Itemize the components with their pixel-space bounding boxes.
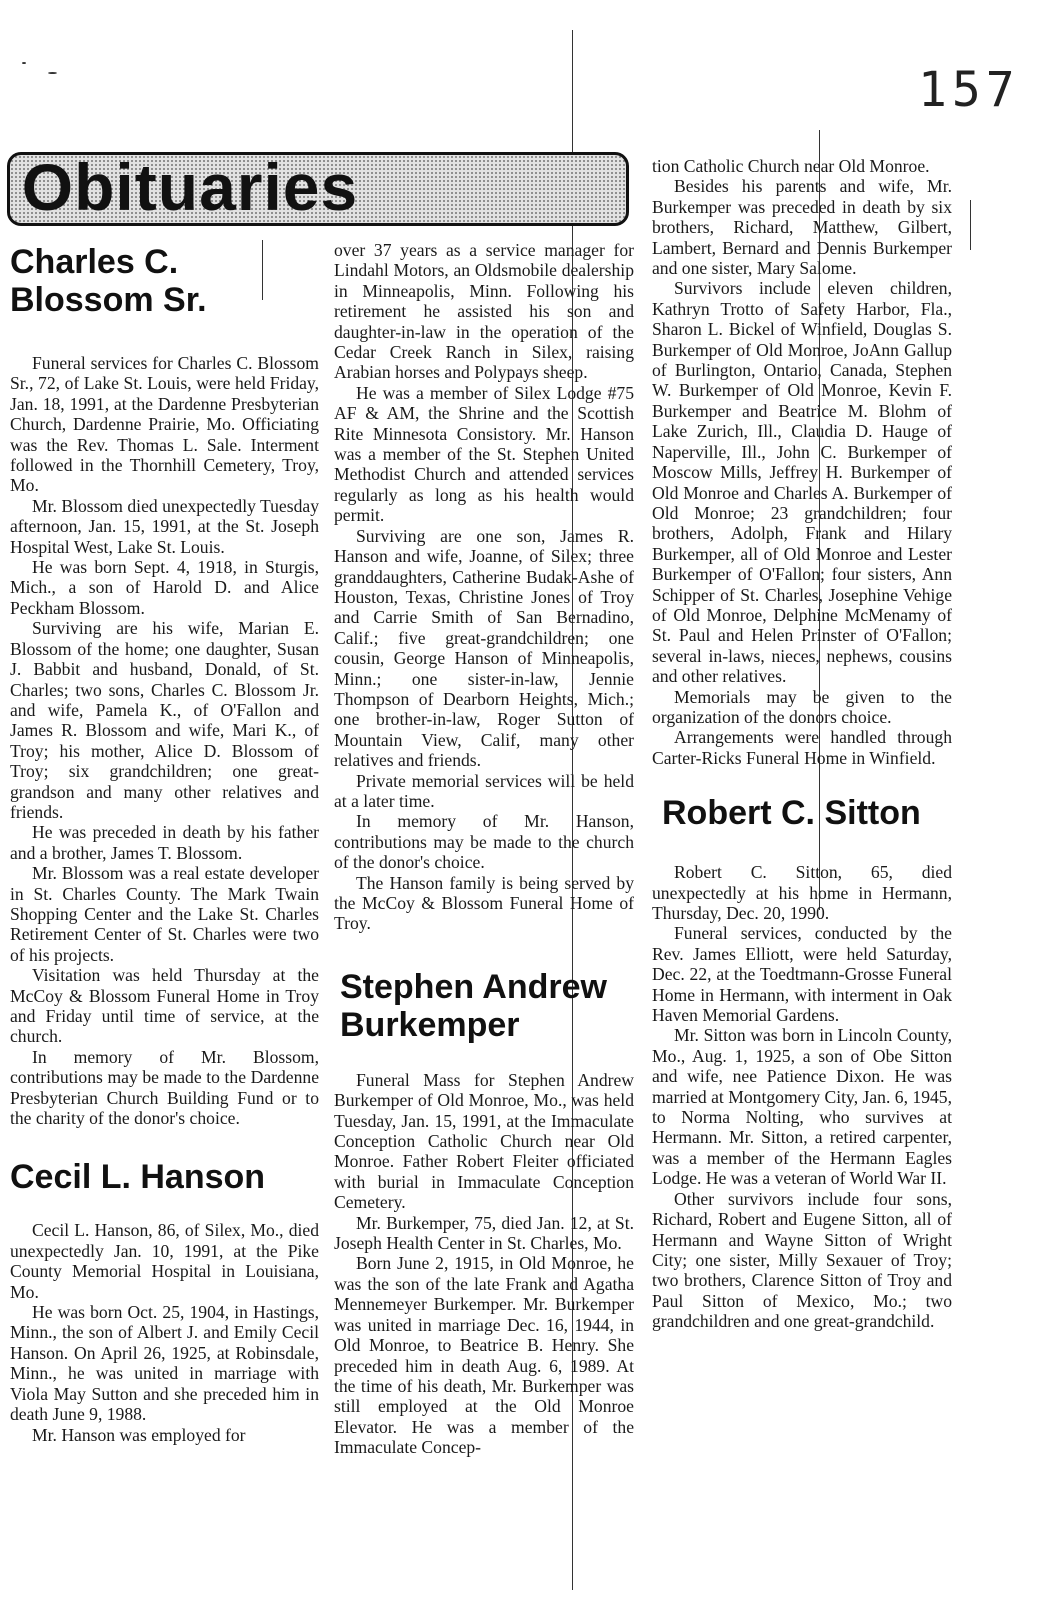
obituary-sitton [652,794,952,1331]
obituary-burkemper [334,968,634,1458]
obituary-paragraph: Memorials may be given to the organization of the donors choice. [652,686,952,727]
obituary-paragraph: He was born Sept. 4, 1918, in Sturgis, Mich., a son of Harold D. and Alice Peckham Blossom. [10,557,319,618]
obituary-paragraph: Born June 2, 1915, in Old Monroe, he was the son of the late Frank and Agatha Mennemeyer Burkemper. Mr. Burkemper was united in marriage Dec. 16, 1944, in Old Monroe, to Beatrice B. Henry. She preceded him in death Aug. 6, 1989. At the time of his death, Mr. Burkemper was still employed at the Old Monroe Elevator. He was a member of the Immaculate Concep- [334,1253,634,1458]
obituary-paragraph: Survivors include eleven children, Kathryn Trotto of Safety Harbor, Fla., Sharon L. Bickel of Winfield, Douglas S. Burkemper of Old Monroe, JoAnn Gallup of Burlington, Ontario, Canada, Stephen W. Burkemper of Old Monroe, Kevin F. Burkemper and Beatrice M. Blohm of Lake Zurich, Ill., Claudia D. Hauge of Naperville, Ill., John C. Burkemper of Moscow Mills, Jeffrey H. Burkemper of Old Monroe and Charles A. Burkemper of Old Monroe; 23 grandchildren; four brothers, Adolph, Frank and Hilary Burkemper, all of Old Monroe and Lester Burkemper of O'Fallon; four sisters, Ann Schipper of St. Charles, Josephine Vehige of Old Monroe, Delphine McMenamy of St. Paul and Helen Prinster of O'Fallon; several in-laws, nieces, nephews, cousins and other relatives. [652,278,952,687]
obituary-heading: Robert C. Sitton [662,794,921,833]
obituary-hanson [10,1158,319,1444]
scan-speck [22,62,26,64]
column-3 [652,156,952,1332]
obituary-heading: Burkemper [340,1005,520,1044]
obituary-paragraph: He was preceded in death by his father and a brother, James T. Blossom. [10,822,319,863]
obituary-paragraph: Funeral services for Charles C. Blossom Sr., 72, of Lake St. Louis, were held Friday, Jan. 18, 1991, at the Dardenne Presbyterian Church, Dardenne Prairie, Mo. Officiating was the Rev. Thomas L. Sale. Interment followed in the Thornhill Cemetery, Troy, Mo. [10,353,319,496]
obituary-heading: Stephen Andrew [340,967,607,1006]
obituary-paragraph: Mr. Burkemper, 75, died Jan. 12, at St. Joseph Health Center in St. Charles, Mo. [334,1212,634,1254]
obituary-paragraph: Funeral Mass for Stephen Andrew Burkemper of Old Monroe, Mo., was held Tuesday, Jan. 15, 1991, at the Immaculate Conception Catholic Church near Old Monroe. Father Robert Fleiter officiated with burial in Immaculate Conception Cemetery. [334,1069,634,1213]
obituary-paragraph: Mr. Sitton was born in Lincoln County, Mo., Aug. 1, 1925, a son of Obe Sitton and wife, nee Patience Dixon. He was married at Montgomery City, Jan. 6, 1945, to Norma Nolting, who survives at Hermann. Mr. Sitton, a retired carpenter, was a member of the Hermann Eagles Lodge. He was a veteran of World War II. [652,1025,952,1189]
obituary-paragraph: Other survivors include four sons, Richard, Robert and Eugene Sitton, all of Hermann and Wayne Sitton of Wright City; one sister, Milly Sexauer of Troy; two brothers, Clarence Sitton of Troy and Paul Sitton of Mexico, Mo.; two grandchildren and one great-grandchild. [652,1188,952,1332]
column-2 [334,240,634,1458]
obituary-paragraph: Surviving are his wife, Marian E. Blossom of the home; one daughter, Susan J. Babbit and husband, Donald, of St. Charles; two sons, Charles C. Blossom Jr. and wife, Pamela K., of O'Fallon and James R. Blossom and wife, Mari K., of Troy; his mother, Alice D. Blossom of Troy; six grandchildren; one great-grandson and many other relatives and friends. [10,618,319,822]
obituary-paragraph: Cecil L. Hanson, 86, of Silex, Mo., died unexpectedly Jan. 10, 1991, at the Pike County Memorial Hospital in Louisiana, Mo. [10,1220,319,1302]
obituary-paragraph: Private memorial services will be held at a later time. [334,770,634,811]
obituary-burkemper-continued [652,156,952,768]
obituary-paragraph: Besides his parents and wife, Mr. Burkemper was preceded in death by six brothers, Richard, Matthew, Gilbert, Lambert, Bernard and Dennis Burkemper and one sister, Mary Salome. [652,176,952,279]
scan-speck [48,72,57,74]
obituary-paragraph: Robert C. Sitton, 65, died unexpectedly at his home in Hermann, Thursday, Dec. 20, 1990. [652,862,952,923]
obituary-heading: Charles C. [10,243,179,281]
obituary-paragraph: The Hanson family is being served by the McCoy & Blossom Funeral Home of Troy. [334,872,634,934]
obituary-paragraph: Arrangements were handled through Carter-Ricks Funeral Home in Winfield. [652,727,952,768]
obituary-heading: Blossom Sr. [10,281,207,319]
obituary-paragraph: Mr. Blossom was a real estate developer in St. Charles County. The Mark Twain Shopping Center and the Lake St. Charles Retirement Center of St. Charles were two of his projects. [10,863,319,965]
obituary-paragraph: tion Catholic Church near Old Monroe. [652,156,930,176]
section-banner [7,152,629,226]
obituary-blossom [10,243,319,1128]
obituary-paragraph: Mr. Hanson was employed for [32,1424,246,1445]
obituary-paragraph: Surviving are one son, James R. Hanson and wife, Joanne, of Silex; three granddaughters, Catherine Budak-Ashe of Houston, Texas, Christine Jones of Troy and Carrie Smith of San Bernadino, Calif.; five great-grandchildren; one cousin, George Hanson of Minneapolis, Minn.; one sister-in-law, Jennie Thompson of Dearborn Heights, Mich.; one brother-in-law, Roger Sutton of Mountain View, Calif, many other relatives and friends. [334,525,634,771]
obituary-paragraph: He was born Oct. 25, 1904, in Hastings, Minn., the son of Albert J. and Emily Cecil Hanson. On April 26, 1925, at Robinsdale, Minn., he was united in marriage with Viola May Sutton and she preceded him in death June 9, 1988. [10,1302,319,1425]
obituary-paragraph: Funeral services, conducted by the Rev. James Elliott, were held Saturday, Dec. 22, at the Toedtmann-Grosse Funeral Home in Hermann, with interment in Oak Haven Memorial Gardens. [652,923,952,1026]
column-1 [10,243,319,1445]
obituary-heading: Cecil L. Hanson [10,1158,266,1197]
obituary-paragraph: over 37 years as a service manager for Lindahl Motors, an Oldsmobile dealership in Minneapolis, Minn. Following his retirement he assisted his son and daughter-in-law in the operation of the Cedar Creek Ranch in Silex, raising Arabian horses and Polypays sheep. [334,240,634,383]
obituary-paragraph: He was a member of Silex Lodge #75 AF & AM, the Shrine and the Scottish Rite Minnesota Consistory. Mr. Hanson was a member of the St. Stephen United Methodist Church and attended services regularly as long as his health would permit. [334,382,634,526]
column-rule [970,200,971,250]
obituary-paragraph: Mr. Blossom died unexpectedly Tuesday afternoon, Jan. 15, 1991, at the St. Joseph Hospital West, Lake St. Louis. [10,495,319,557]
section-title: Obituaries [21,150,359,224]
page-number: 157 [918,62,1020,118]
obituary-paragraph: Visitation was held Thursday at the McCoy & Blossom Funeral Home in Troy and Friday until time of service, at the church. [10,965,319,1047]
obituary-paragraph: In memory of Mr. Hanson, contributions may be made to the church of the donor's choice. [334,811,634,873]
obituary-paragraph: In memory of Mr. Blossom, contributions may be made to the Dardenne Presbyterian Church Building Fund or to the charity of the donor's choice. [10,1046,319,1129]
obituary-hanson-continued [334,240,634,934]
